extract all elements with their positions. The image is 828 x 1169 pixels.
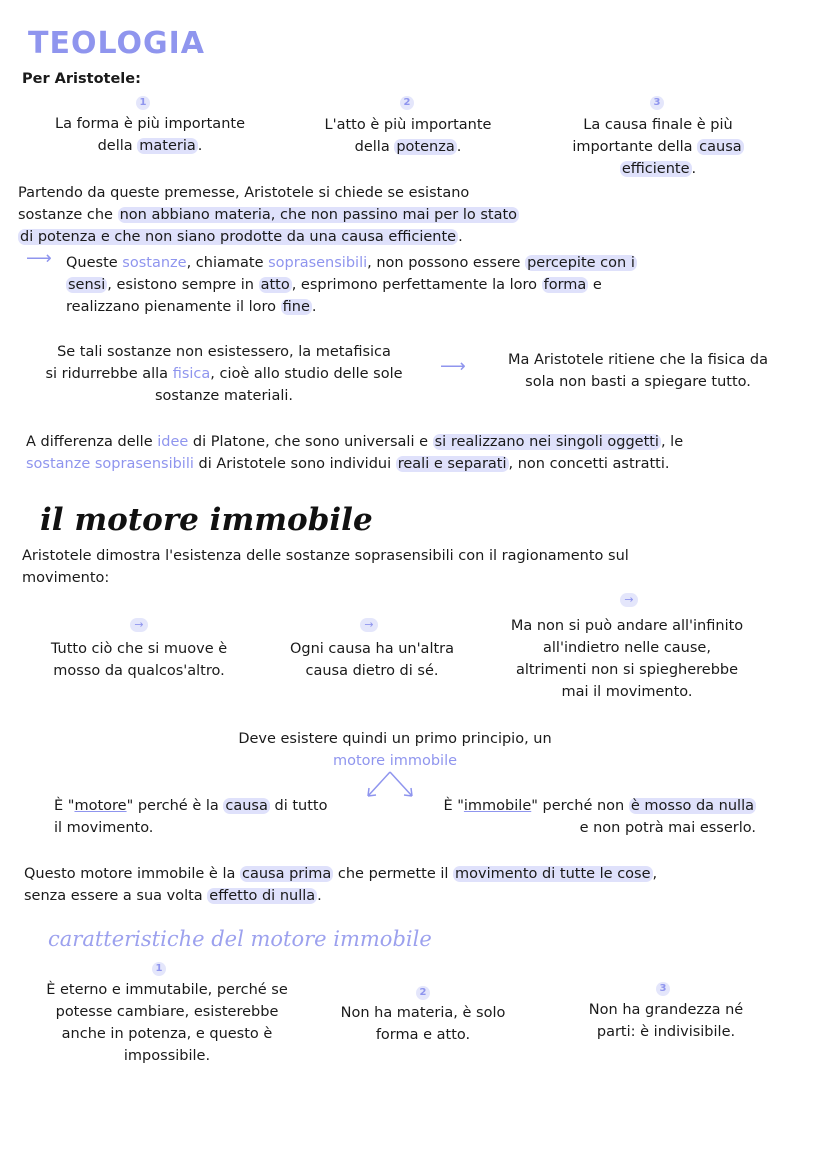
number-badge-1: 1 xyxy=(136,96,150,110)
feature-number-3: 3 xyxy=(656,982,670,996)
section-title-motore-immobile: il motore immobile xyxy=(40,502,373,538)
step-arrow-chip-1: → xyxy=(130,618,148,632)
principle-3: La causa finale è più importante della causa efficiente . xyxy=(572,117,742,177)
section-subtitle-caratteristiche: caratteristiche del motore immobile xyxy=(48,927,432,951)
principle-2: L'atto è più importante della potenza . xyxy=(324,117,492,155)
arrow-right-icon: ⟶ xyxy=(440,356,466,377)
number-badge-3: 3 xyxy=(650,96,664,110)
platone-comparison: A differenza delle idee di Platone, che sono universali e si realizzano nei singoli oggetti , le sostanze soprasensibili di Aristotele sono individui reali e separati , non concetti astratti. xyxy=(26,434,684,472)
arrow-icon: ⟶ xyxy=(26,248,52,269)
step-arrow-chip-2: → xyxy=(360,618,378,632)
metafisica-text: Se tali sostanze non esistessero, la metafisica si ridurrebbe alla fisica, cioè allo studio delle sole sostanze materiali. xyxy=(45,344,403,404)
immobile-definition: È "immobile" perché non è mosso da nulla e non potrà mai esserlo. xyxy=(443,798,756,836)
motore-intro: Aristotele dimostra l'esistenza delle sostanze soprasensibili con il ragionamento sul movimento: xyxy=(22,548,629,586)
principle-1: La forma è più importante della materia . xyxy=(55,116,245,154)
number-badge-2: 2 xyxy=(400,96,414,110)
soprasensibili-note: Queste sostanze, chiamate soprasensibili, non possono essere percepite con i sensi , esistono sempre in atto , esprimono perfettamente la loro forma e realizzano pienamente il loro fine . xyxy=(66,255,635,315)
step-3: Ma non si può andare all'infinito all'indietro nelle cause, altrimenti non si spiegherebbe mai il movimento. xyxy=(510,618,744,700)
feature-1: È eterno e immutabile, perché se potesse cambiare, esisterebbe anche in potenza, e questo è impossibile. xyxy=(46,982,288,1064)
premise-paragraph: Partendo da queste premesse, Aristotele si chiede se esistano sostanze che non abbiano materia, che non passino mai per lo stato di potenza e che non siano prodotte da una causa efficiente . xyxy=(18,185,518,245)
causa-prima-paragraph: Questo motore immobile è la causa prima che permette il movimento di tutte le cose , senza essere a sua volta effetto di nulla . xyxy=(24,866,658,904)
step-2: Ogni causa ha un'altra causa dietro di sé. xyxy=(289,641,455,679)
feature-2: Non ha materia, è solo forma e atto. xyxy=(340,1005,506,1043)
motore-definition: È "motore" perché è la causa di tutto il movimento. xyxy=(54,798,328,836)
primo-principio: Deve esistere quindi un primo principio, un motore immobile xyxy=(238,731,552,769)
fisica-not-enough-text: Ma Aristotele ritiene che la fisica da sola non basti a spiegare tutto. xyxy=(507,352,769,390)
page-title: TEOLOGIA xyxy=(28,26,206,61)
feature-number-2: 2 xyxy=(416,986,430,1000)
feature-3: Non ha grandezza né parti: è indivisibile. xyxy=(588,1002,744,1040)
feature-number-1: 1 xyxy=(152,962,166,976)
intro-text: Per Aristotele: xyxy=(22,71,141,87)
step-arrow-chip-3: → xyxy=(620,593,638,607)
step-1: Tutto ciò che si muove è mosso da qualcos'altro. xyxy=(50,641,228,679)
